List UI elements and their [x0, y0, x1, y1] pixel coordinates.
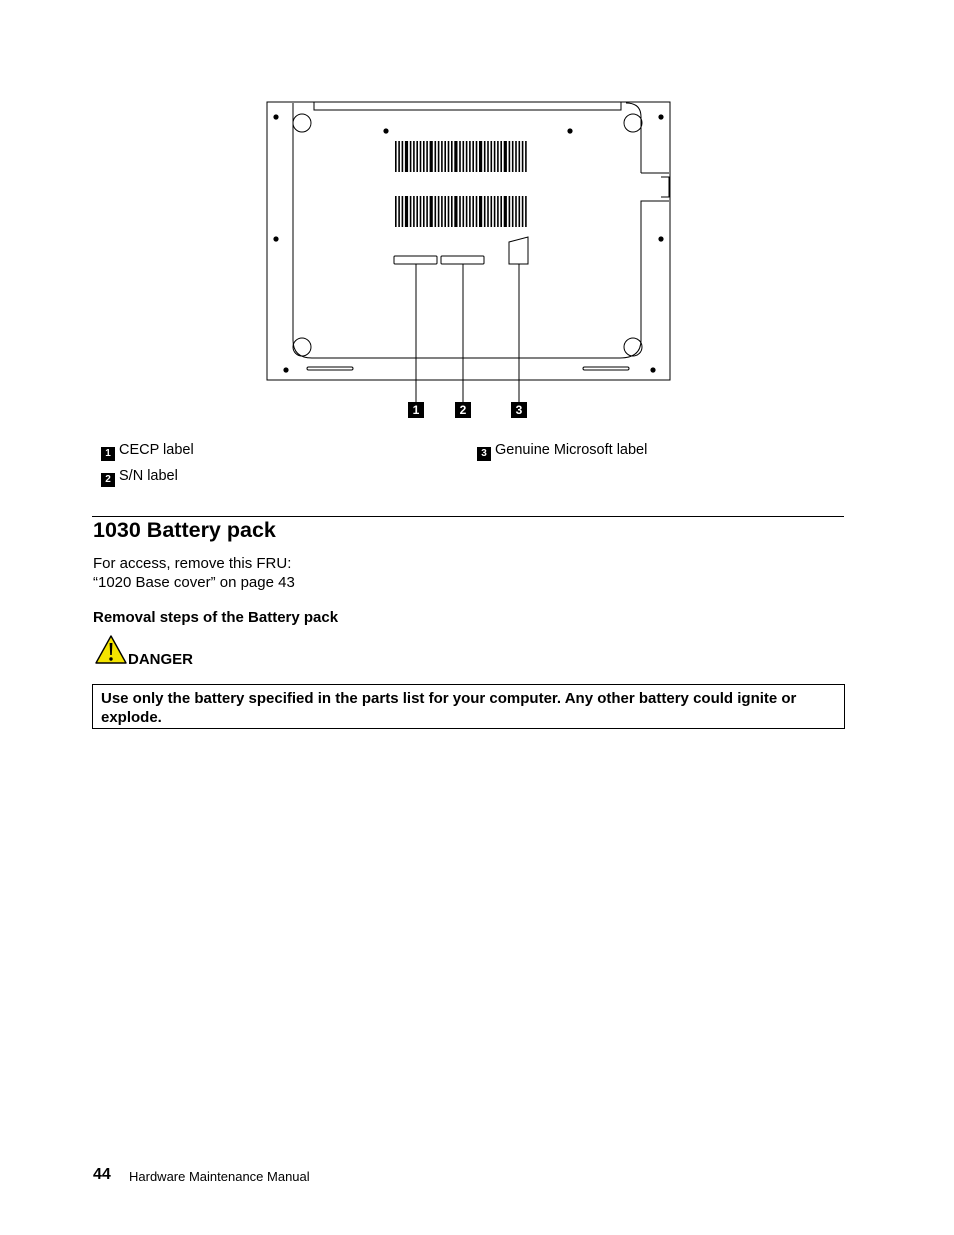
laptop-bottom-illustration [260, 95, 680, 425]
legend-badge-1: 1 [101, 447, 115, 461]
access-line-2-link[interactable]: “1020 Base cover” on page 43 [93, 574, 295, 591]
page-number: 44 [93, 1166, 111, 1183]
legend-text-microsoft: Genuine Microsoft label [495, 442, 648, 458]
legend-text-cecp: CECP label [119, 442, 194, 458]
legend-item-cecp [101, 442, 194, 461]
callout-2: 2 [455, 402, 471, 418]
danger-label: DANGER [128, 651, 194, 668]
manual-title: Hardware Maintenance Manual [129, 1169, 310, 1184]
legend-item-microsoft [477, 442, 647, 461]
callout-3: 3 [511, 402, 527, 418]
danger-notice-text: Use only the battery specified in the parts list for your computer. Any other battery could ignite or explode. [101, 690, 797, 726]
section-divider [92, 516, 844, 517]
legend-text-sn: S/N label [119, 468, 178, 484]
base-cover-figure [260, 95, 680, 425]
danger-notice-box [92, 684, 845, 729]
callout-1: 1 [408, 402, 424, 418]
legend-item-sn [101, 468, 178, 487]
section-title: 1030 Battery pack [93, 518, 276, 542]
legend-badge-3: 3 [477, 447, 491, 461]
removal-heading: Removal steps of the Battery pack [93, 609, 339, 626]
warning-triangle-icon [94, 634, 128, 666]
access-line-1: For access, remove this FRU: [93, 555, 292, 572]
legend-badge-2: 2 [101, 473, 115, 487]
